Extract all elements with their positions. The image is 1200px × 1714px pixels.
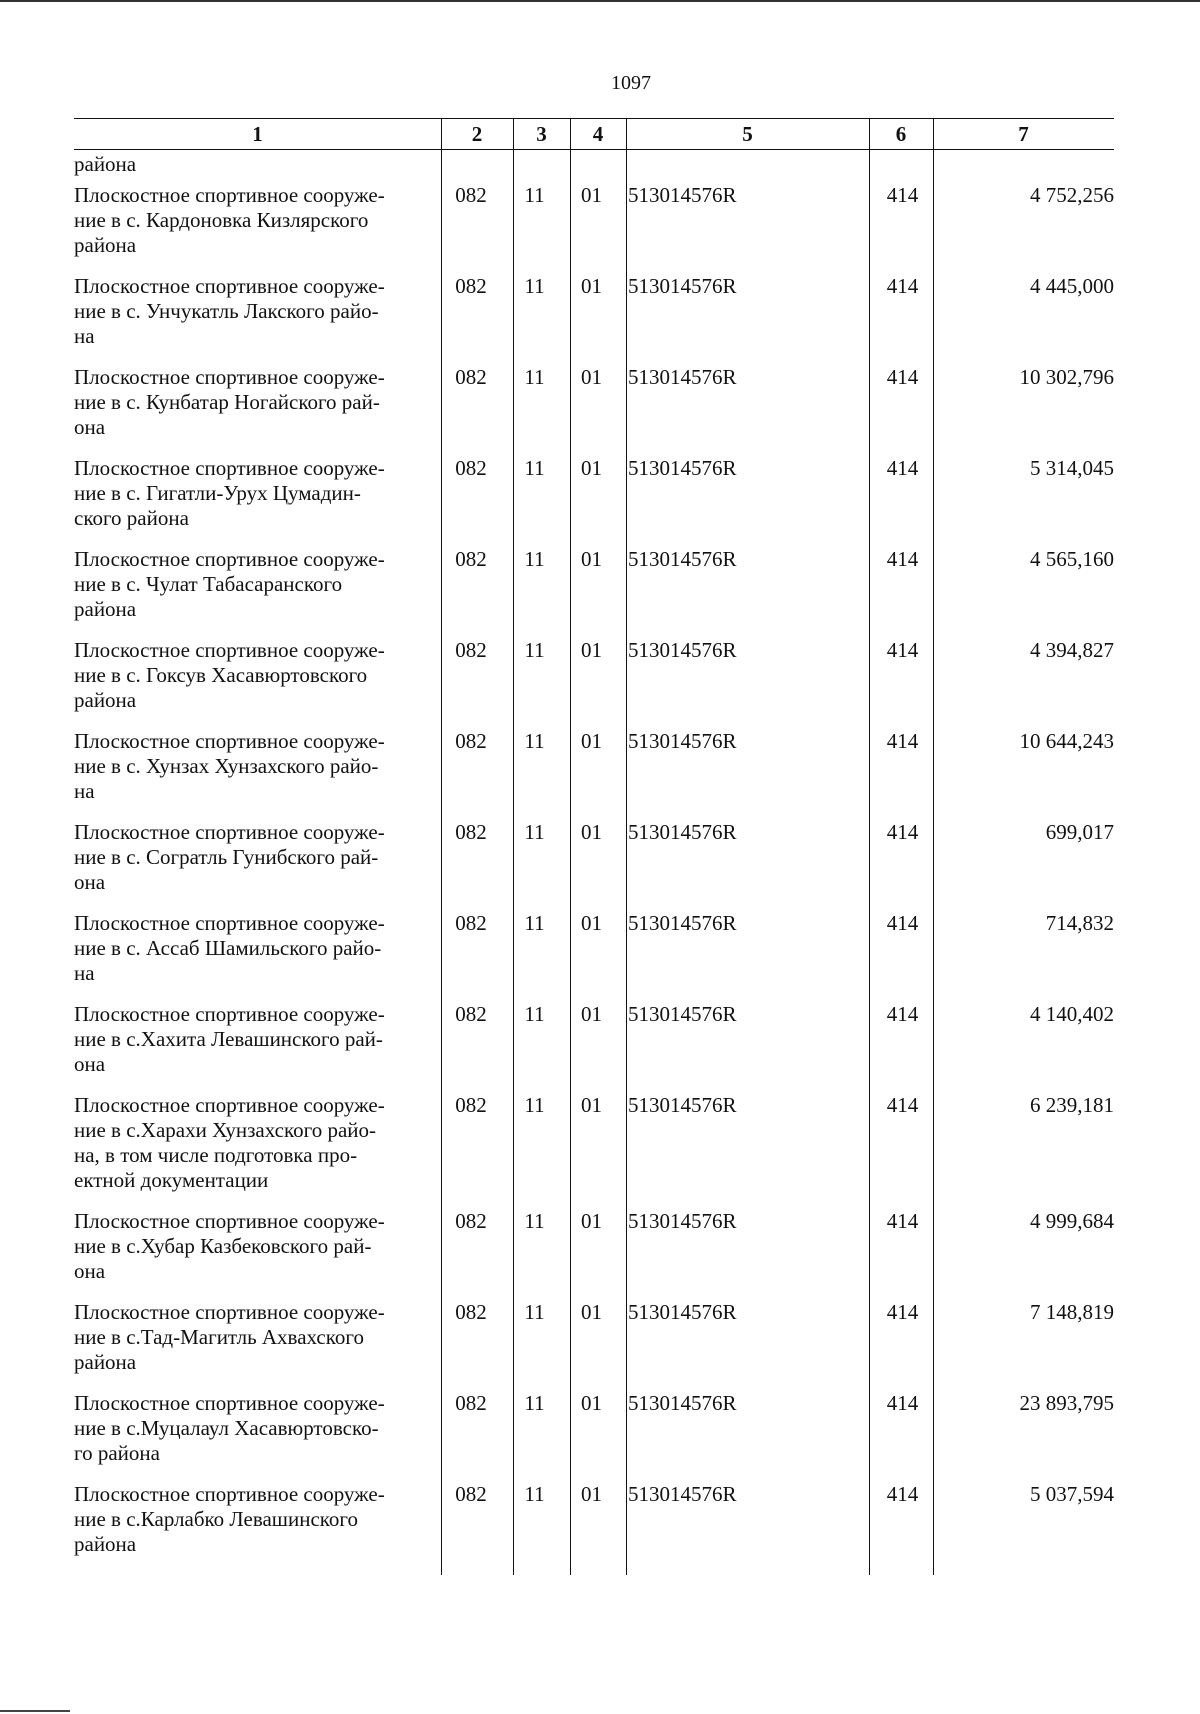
row-name-line: на, в том числе подготовка про- (74, 1143, 358, 1167)
cell-code-subsection: 01 (581, 183, 602, 207)
cell-amount: 4 394,827 (1030, 638, 1114, 662)
cell-code-expense-type: 414 (886, 365, 919, 389)
cell-amount: 4 752,256 (1030, 183, 1114, 207)
cell-code-admin: 082 (455, 547, 487, 571)
row-name-line: Плоскостное спортивное сооруже- (74, 729, 385, 753)
cell-code-section: 11 (524, 365, 545, 389)
cell-code-section: 11 (524, 1300, 545, 1324)
cell-code-expense-type: 414 (886, 820, 919, 844)
cell-code-expense-type: 414 (886, 456, 919, 480)
cell-amount: 4 445,000 (1030, 274, 1114, 298)
cell-code-admin: 082 (455, 1093, 487, 1117)
cell-code-section: 11 (524, 1093, 545, 1117)
cell-code-target: 513014576R (628, 183, 737, 207)
row-name-line: ние в с.Харахи Хунзахского райо- (74, 1118, 376, 1142)
cell-code-expense-type: 414 (886, 1300, 919, 1324)
row-name-line: ние в с.Тад-Магитль Ахвахского (74, 1325, 364, 1349)
header-cell-4: 4 (592, 122, 604, 146)
row-name-line: Плоскостное спортивное сооруже- (74, 1482, 385, 1506)
cell-code-subsection: 01 (581, 1300, 602, 1324)
cell-code-subsection: 01 (581, 1002, 602, 1026)
row-name-line: Плоскостное спортивное сооруже- (74, 820, 385, 844)
cell-code-admin: 082 (455, 638, 487, 662)
cell-code-section: 11 (524, 1391, 545, 1415)
column-divider (570, 118, 571, 1575)
row-name-line: Плоскостное спортивное сооруже- (74, 274, 385, 298)
cell-amount: 10 644,243 (1019, 729, 1114, 753)
row-name-line: Плоскостное спортивное сооруже- (74, 365, 385, 389)
row-name-line: ние в с. Гоксув Хасавюртовского (74, 663, 368, 687)
column-divider (513, 118, 514, 1575)
header-cell-3: 3 (536, 122, 547, 146)
row-name-line: ние в с. Унчукатль Лакского райо- (74, 299, 379, 323)
cell-amount: 714,832 (1045, 911, 1114, 935)
row-name-line: Плоскостное спортивное сооруже- (74, 911, 385, 935)
cell-code-expense-type: 414 (886, 1093, 919, 1117)
cell-code-subsection: 01 (581, 820, 602, 844)
cell-code-admin: 082 (455, 1482, 487, 1506)
cell-amount: 4 999,684 (1030, 1209, 1114, 1233)
cell-code-admin: 082 (455, 820, 487, 844)
cell-code-expense-type: 414 (886, 183, 919, 207)
page-number: 1097 (611, 72, 651, 94)
header-cell-5: 5 (742, 122, 753, 146)
cell-amount: 7 148,819 (1030, 1300, 1114, 1324)
cell-code-target: 513014576R (628, 1391, 737, 1415)
cell-code-target: 513014576R (628, 1002, 737, 1026)
cell-code-target: 513014576R (628, 1300, 737, 1324)
row-name-line: Плоскостное спортивное сооруже- (74, 638, 385, 662)
cell-code-admin: 082 (455, 1209, 487, 1233)
cell-amount: 10 302,796 (1019, 365, 1114, 389)
cell-code-expense-type: 414 (886, 1482, 919, 1506)
cell-code-subsection: 01 (581, 274, 602, 298)
row-name-line: ского района (74, 506, 189, 530)
row-name-line: ние в с. Согратль Гунибского рай- (74, 845, 379, 869)
row-name-line: ектной документации (74, 1168, 269, 1192)
cell-code-section: 11 (524, 729, 545, 753)
header-cell-7: 7 (1018, 122, 1029, 146)
row-name-line: ние в с. Кунбатар Ногайского рай- (74, 390, 380, 414)
cell-code-admin: 082 (455, 1391, 487, 1415)
cell-code-subsection: 01 (581, 638, 602, 662)
cell-code-section: 11 (524, 911, 545, 935)
cell-code-admin: 082 (455, 274, 487, 298)
cell-code-admin: 082 (455, 183, 487, 207)
row-name-line: ние в с.Карлабко Левашинского (74, 1507, 359, 1531)
cell-code-section: 11 (524, 547, 545, 571)
cell-code-target: 513014576R (628, 1093, 737, 1117)
cell-code-expense-type: 414 (886, 1002, 919, 1026)
header-rule-bottom (74, 149, 1114, 150)
cell-code-admin: 082 (455, 911, 487, 935)
row-name-line: на (74, 961, 95, 985)
row-name-line: района (74, 233, 137, 257)
cell-amount: 4 140,402 (1030, 1002, 1114, 1026)
row-name-line: района (74, 1350, 137, 1374)
cell-code-subsection: 01 (581, 365, 602, 389)
cell-code-subsection: 01 (581, 1093, 602, 1117)
cell-code-expense-type: 414 (886, 638, 919, 662)
row-name-line: Плоскостное спортивное сооруже- (74, 183, 385, 207)
column-divider (869, 118, 870, 1575)
cell-code-target: 513014576R (628, 274, 737, 298)
column-divider (626, 118, 627, 1575)
cell-code-target: 513014576R (628, 1482, 737, 1506)
cell-code-subsection: 01 (581, 1482, 602, 1506)
page-bottom-edge (0, 1710, 70, 1712)
cell-code-target: 513014576R (628, 547, 737, 571)
row-name-line: ние в с. Кардоновка Кизлярского (74, 208, 369, 232)
row-name-line: Плоскостное спортивное сооруже- (74, 1300, 385, 1324)
column-divider (933, 118, 934, 1575)
cell-code-expense-type: 414 (886, 729, 919, 753)
cell-code-expense-type: 414 (886, 547, 919, 571)
cell-amount: 23 893,795 (1019, 1391, 1114, 1415)
cell-code-subsection: 01 (581, 1391, 602, 1415)
budget-table (74, 118, 1114, 1575)
column-divider (441, 118, 442, 1575)
cell-code-expense-type: 414 (886, 911, 919, 935)
row-name-line: она (74, 415, 106, 439)
cell-code-section: 11 (524, 820, 545, 844)
row-name-line: Плоскостное спортивное сооруже- (74, 1093, 385, 1117)
row-name-line: района (74, 152, 137, 176)
row-name-line: Плоскостное спортивное сооруже- (74, 456, 385, 480)
row-name-line: она (74, 870, 106, 894)
row-name-line: ние в с. Гигатли-Урух Цумадин- (74, 481, 361, 505)
cell-code-section: 11 (524, 1002, 545, 1026)
cell-code-admin: 082 (455, 729, 487, 753)
row-name-line: она (74, 1259, 106, 1283)
cell-code-expense-type: 414 (886, 274, 919, 298)
cell-code-section: 11 (524, 638, 545, 662)
cell-code-section: 11 (524, 1482, 545, 1506)
cell-code-admin: 082 (455, 365, 487, 389)
row-name-line: ние в с. Чулат Табасаранского (74, 572, 343, 596)
cell-code-section: 11 (524, 456, 545, 480)
cell-code-subsection: 01 (581, 1209, 602, 1233)
header-cell-1: 1 (252, 122, 263, 146)
row-name-line: Плоскостное спортивное сооруже- (74, 547, 385, 571)
row-name-line: района (74, 688, 137, 712)
cell-amount: 5 314,045 (1030, 456, 1114, 480)
row-name-line: она (74, 1052, 106, 1076)
cell-code-expense-type: 414 (886, 1391, 919, 1415)
cell-code-target: 513014576R (628, 365, 737, 389)
cell-amount: 699,017 (1045, 820, 1114, 844)
cell-code-target: 513014576R (628, 729, 737, 753)
cell-amount: 6 239,181 (1030, 1093, 1114, 1117)
cell-code-subsection: 01 (581, 911, 602, 935)
row-name-line: на (74, 324, 95, 348)
row-name-line: го района (74, 1441, 160, 1465)
row-name-line: ние в с. Хунзах Хунзахского райо- (74, 754, 379, 778)
cell-code-target: 513014576R (628, 820, 737, 844)
cell-code-section: 11 (524, 183, 545, 207)
header-rule-top (74, 118, 1114, 119)
row-name-line: ние в с.Хахита Левашинского рай- (74, 1027, 383, 1051)
cell-code-admin: 082 (455, 1002, 487, 1026)
row-name-line: Плоскостное спортивное сооруже- (74, 1002, 385, 1026)
page-top-edge (0, 0, 1200, 2)
row-name-line: ние в с.Муцалаул Хасавюртовско- (74, 1416, 379, 1440)
cell-code-target: 513014576R (628, 1209, 737, 1233)
cell-code-subsection: 01 (581, 547, 602, 571)
row-name-line: ние в с. Ассаб Шамильского райо- (74, 936, 382, 960)
cell-code-admin: 082 (455, 456, 487, 480)
row-name-line: района (74, 597, 137, 621)
row-name-line: на (74, 779, 95, 803)
row-name-line: Плоскостное спортивное сооруже- (74, 1209, 385, 1233)
cell-code-target: 513014576R (628, 638, 737, 662)
cell-code-admin: 082 (455, 1300, 487, 1324)
row-name-line: Плоскостное спортивное сооруже- (74, 1391, 385, 1415)
cell-code-section: 11 (524, 274, 545, 298)
cell-code-target: 513014576R (628, 911, 737, 935)
cell-code-subsection: 01 (581, 729, 602, 753)
cell-amount: 4 565,160 (1030, 547, 1114, 571)
cell-code-section: 11 (524, 1209, 545, 1233)
header-cell-2: 2 (471, 122, 483, 146)
row-name-line: ние в с.Хубар Казбековского рай- (74, 1234, 372, 1258)
cell-code-expense-type: 414 (886, 1209, 919, 1233)
header-cell-6: 6 (895, 122, 907, 146)
cell-code-target: 513014576R (628, 456, 737, 480)
cell-code-subsection: 01 (581, 456, 602, 480)
row-name-line: района (74, 1532, 137, 1556)
cell-amount: 5 037,594 (1030, 1482, 1114, 1506)
